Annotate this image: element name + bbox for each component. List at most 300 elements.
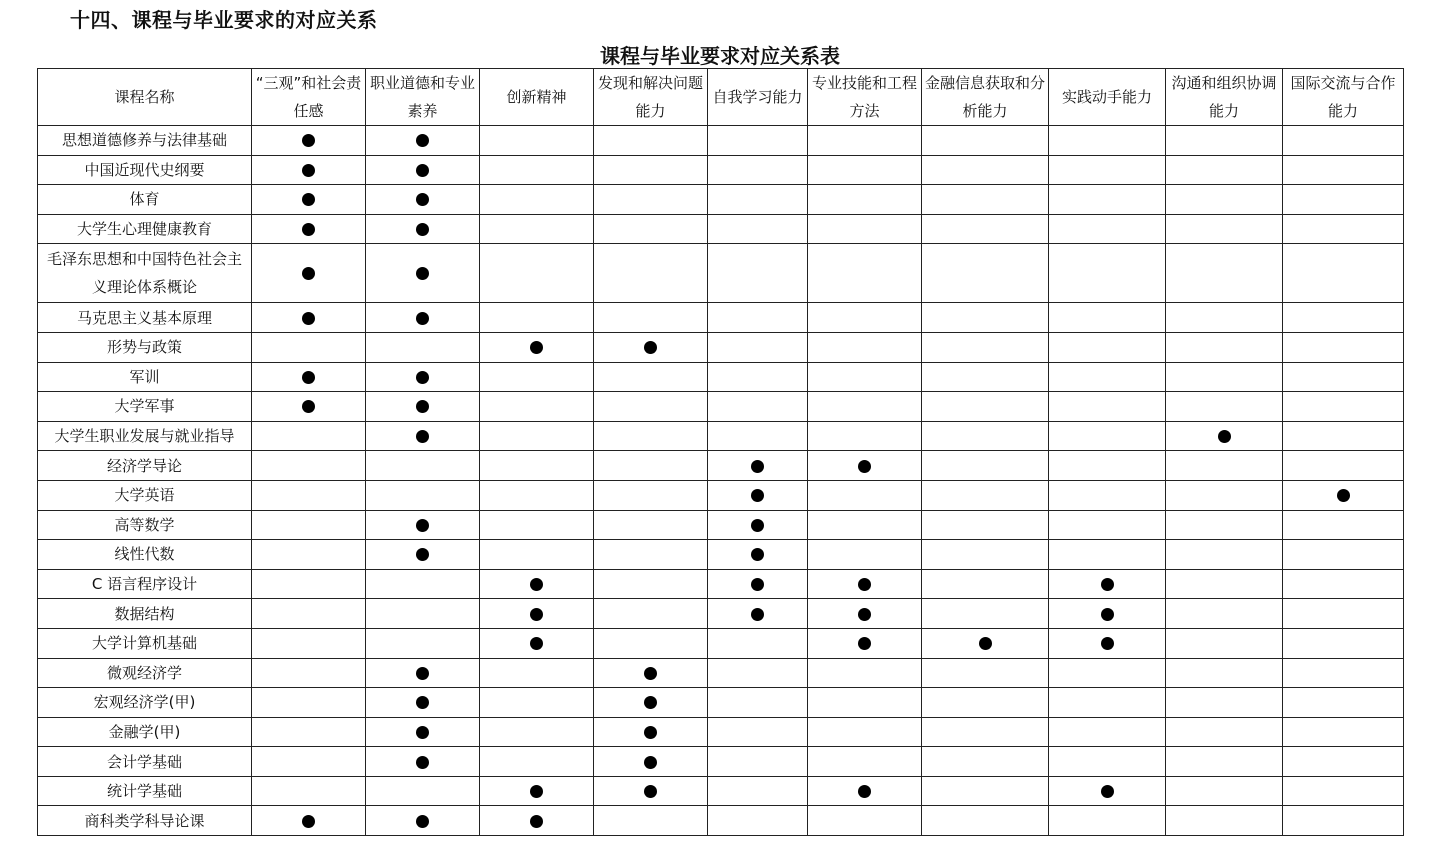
table-row — [38, 451, 1404, 481]
requirement-cell — [708, 510, 808, 540]
requirement-cell — [808, 451, 922, 481]
requirement-cell — [922, 155, 1049, 185]
requirement-cell — [594, 421, 708, 451]
requirement-cell — [808, 392, 922, 422]
table-row — [38, 214, 1404, 244]
table-row — [38, 658, 1404, 688]
requirement-cell — [1283, 747, 1404, 777]
requirement-cell — [1166, 599, 1283, 629]
requirement-cell — [366, 451, 480, 481]
requirement-cell — [480, 332, 594, 362]
requirement-cell — [1049, 214, 1166, 244]
requirement-cell — [594, 126, 708, 156]
requirement-cell — [1283, 185, 1404, 215]
requirement-cell — [1283, 244, 1404, 303]
requirement-cell — [1049, 244, 1166, 303]
requirement-cell — [1049, 510, 1166, 540]
requirement-cell — [480, 717, 594, 747]
requirement-cell — [594, 244, 708, 303]
requirement-cell — [252, 540, 366, 570]
requirement-cell — [922, 451, 1049, 481]
dot-icon — [644, 667, 657, 680]
requirement-cell — [922, 540, 1049, 570]
course-name-cell: C 语言程序设计 — [38, 569, 252, 599]
course-name-cell: 宏观经济学(甲) — [38, 688, 252, 718]
requirement-cell — [594, 214, 708, 244]
requirement-cell — [1166, 155, 1283, 185]
requirement-cell — [808, 688, 922, 718]
requirement-cell — [1049, 451, 1166, 481]
requirement-cell — [708, 421, 808, 451]
requirement-cell — [1166, 392, 1283, 422]
column-header-course-name: 课程名称 — [38, 69, 252, 126]
table-row — [38, 126, 1404, 156]
requirement-cell — [252, 155, 366, 185]
table-row — [38, 747, 1404, 777]
requirement-cell — [366, 332, 480, 362]
dot-icon — [302, 400, 315, 413]
requirement-cell — [1166, 421, 1283, 451]
requirement-cell — [808, 776, 922, 806]
requirement-cell — [366, 244, 480, 303]
requirement-cell — [252, 451, 366, 481]
dot-icon — [1337, 489, 1350, 502]
requirement-cell — [594, 155, 708, 185]
dot-icon — [751, 489, 764, 502]
requirement-cell — [1166, 688, 1283, 718]
requirement-cell — [480, 806, 594, 836]
requirement-cell — [252, 806, 366, 836]
dot-icon — [1101, 608, 1114, 621]
course-name-cell: 线性代数 — [38, 540, 252, 570]
requirement-cell — [1166, 362, 1283, 392]
requirement-cell — [480, 185, 594, 215]
table-row — [38, 303, 1404, 333]
requirement-cell — [252, 747, 366, 777]
requirement-cell — [1283, 332, 1404, 362]
requirement-cell — [1049, 658, 1166, 688]
course-name-cell: 数据结构 — [38, 599, 252, 629]
dot-icon — [416, 267, 429, 280]
dot-icon — [1101, 578, 1114, 591]
table-row — [38, 392, 1404, 422]
requirement-cell — [594, 747, 708, 777]
requirement-cell — [922, 303, 1049, 333]
requirement-cell — [922, 244, 1049, 303]
requirement-cell — [808, 599, 922, 629]
requirement-cell — [366, 303, 480, 333]
requirement-cell — [594, 332, 708, 362]
requirement-cell — [480, 155, 594, 185]
requirement-cell — [1166, 658, 1283, 688]
dot-icon — [858, 460, 871, 473]
dot-icon — [416, 430, 429, 443]
course-name-cell: 微观经济学 — [38, 658, 252, 688]
requirement-cell — [922, 747, 1049, 777]
table-row — [38, 480, 1404, 510]
requirement-cell — [922, 126, 1049, 156]
column-header-requirement: 实践动手能力 — [1049, 69, 1166, 126]
requirement-cell — [252, 776, 366, 806]
course-name-cell: 金融学(甲) — [38, 717, 252, 747]
requirement-cell — [1283, 599, 1404, 629]
course-name-cell: 思想道德修养与法律基础 — [38, 126, 252, 156]
requirement-cell — [708, 747, 808, 777]
requirement-cell — [366, 658, 480, 688]
requirement-cell — [922, 688, 1049, 718]
requirement-cell — [366, 214, 480, 244]
requirement-cell — [366, 421, 480, 451]
course-name-cell: 经济学导论 — [38, 451, 252, 481]
dot-icon — [416, 134, 429, 147]
dot-icon — [858, 785, 871, 798]
requirement-cell — [480, 628, 594, 658]
requirement-cell — [808, 747, 922, 777]
requirement-cell — [922, 510, 1049, 540]
column-header-requirement: 国际交流与合作能力 — [1283, 69, 1404, 126]
dot-icon — [530, 815, 543, 828]
requirement-cell — [252, 362, 366, 392]
dot-icon — [1218, 430, 1231, 443]
requirement-cell — [1283, 688, 1404, 718]
requirement-cell — [922, 569, 1049, 599]
requirement-cell — [708, 688, 808, 718]
dot-icon — [416, 371, 429, 384]
table-row — [38, 569, 1404, 599]
requirement-cell — [252, 658, 366, 688]
requirement-cell — [1283, 451, 1404, 481]
table-row — [38, 628, 1404, 658]
requirement-cell — [1283, 480, 1404, 510]
requirement-cell — [708, 658, 808, 688]
requirement-cell — [1166, 214, 1283, 244]
requirement-cell — [1166, 185, 1283, 215]
requirement-cell — [1283, 806, 1404, 836]
dot-icon — [644, 785, 657, 798]
requirement-cell — [1283, 362, 1404, 392]
requirement-cell — [808, 480, 922, 510]
requirement-cell — [366, 806, 480, 836]
requirement-cell — [808, 510, 922, 540]
requirement-cell — [366, 776, 480, 806]
table-title: 课程与毕业要求对应关系表 — [600, 44, 840, 68]
table-row — [38, 776, 1404, 806]
requirement-cell — [1049, 540, 1166, 570]
course-name-cell: 马克思主义基本原理 — [38, 303, 252, 333]
requirement-cell — [480, 244, 594, 303]
requirement-cell — [594, 658, 708, 688]
dot-icon — [302, 164, 315, 177]
requirement-cell — [808, 569, 922, 599]
requirement-cell — [252, 569, 366, 599]
requirement-cell — [1283, 421, 1404, 451]
requirement-cell — [808, 806, 922, 836]
requirement-cell — [366, 510, 480, 540]
requirement-cell — [1049, 806, 1166, 836]
requirement-cell — [708, 244, 808, 303]
requirement-cell — [1166, 510, 1283, 540]
requirement-cell — [1283, 126, 1404, 156]
requirement-cell — [1049, 303, 1166, 333]
dot-icon — [1101, 785, 1114, 798]
table-row — [38, 717, 1404, 747]
requirement-cell — [480, 540, 594, 570]
requirement-cell — [808, 658, 922, 688]
dot-icon — [302, 267, 315, 280]
dot-icon — [416, 223, 429, 236]
requirement-cell — [480, 688, 594, 718]
requirement-cell — [1166, 451, 1283, 481]
requirement-cell — [808, 628, 922, 658]
requirement-cell — [1049, 155, 1166, 185]
requirement-cell — [708, 806, 808, 836]
requirement-cell — [366, 688, 480, 718]
requirement-cell — [594, 628, 708, 658]
requirement-cell — [708, 540, 808, 570]
requirement-cell — [252, 480, 366, 510]
requirement-cell — [252, 688, 366, 718]
course-name-cell: 高等数学 — [38, 510, 252, 540]
requirement-cell — [1166, 717, 1283, 747]
dot-icon — [530, 578, 543, 591]
requirement-cell — [366, 480, 480, 510]
requirement-cell — [708, 628, 808, 658]
requirement-cell — [1166, 628, 1283, 658]
requirement-cell — [808, 214, 922, 244]
requirement-cell — [1049, 332, 1166, 362]
dot-icon — [302, 371, 315, 384]
requirement-cell — [1166, 747, 1283, 777]
table-row — [38, 421, 1404, 451]
dot-icon — [644, 341, 657, 354]
requirement-cell — [252, 244, 366, 303]
requirement-cell — [366, 717, 480, 747]
course-name-cell: 大学军事 — [38, 392, 252, 422]
table-row — [38, 599, 1404, 629]
requirement-cell — [808, 185, 922, 215]
requirement-cell — [708, 185, 808, 215]
table-row — [38, 155, 1404, 185]
requirement-cell — [1283, 776, 1404, 806]
requirement-cell — [808, 362, 922, 392]
dot-icon — [858, 637, 871, 650]
table-row — [38, 185, 1404, 215]
dot-icon — [644, 756, 657, 769]
requirement-cell — [480, 392, 594, 422]
requirement-cell — [708, 155, 808, 185]
requirement-cell — [1049, 599, 1166, 629]
requirement-cell — [708, 776, 808, 806]
dot-icon — [858, 578, 871, 591]
dot-icon — [416, 164, 429, 177]
requirement-cell — [922, 628, 1049, 658]
requirement-cell — [1283, 155, 1404, 185]
dot-icon — [751, 460, 764, 473]
dot-icon — [530, 341, 543, 354]
requirement-cell — [480, 658, 594, 688]
course-name-cell: 大学生心理健康教育 — [38, 214, 252, 244]
requirement-cell — [252, 332, 366, 362]
header-row — [38, 69, 1404, 126]
requirement-cell — [252, 628, 366, 658]
course-name-cell: 大学生职业发展与就业指导 — [38, 421, 252, 451]
requirement-cell — [480, 421, 594, 451]
requirement-cell — [808, 126, 922, 156]
requirement-cell — [1049, 421, 1166, 451]
requirement-cell — [594, 362, 708, 392]
requirement-cell — [480, 480, 594, 510]
requirement-cell — [922, 776, 1049, 806]
requirement-cell — [366, 126, 480, 156]
requirement-cell — [1166, 244, 1283, 303]
requirement-cell — [1166, 332, 1283, 362]
requirement-cell — [808, 332, 922, 362]
requirement-cell — [1166, 806, 1283, 836]
course-name-cell: 大学英语 — [38, 480, 252, 510]
dot-icon — [530, 608, 543, 621]
requirement-cell — [594, 303, 708, 333]
dot-icon — [751, 608, 764, 621]
dot-icon — [751, 578, 764, 591]
requirement-cell — [922, 806, 1049, 836]
requirement-cell — [1283, 569, 1404, 599]
requirement-cell — [366, 540, 480, 570]
requirement-cell — [594, 599, 708, 629]
dot-icon — [979, 637, 992, 650]
requirement-cell — [366, 599, 480, 629]
dot-icon — [530, 637, 543, 650]
dot-icon — [530, 785, 543, 798]
requirement-cell — [480, 599, 594, 629]
requirement-cell — [922, 421, 1049, 451]
requirement-cell — [252, 392, 366, 422]
requirement-cell — [708, 599, 808, 629]
table-row — [38, 510, 1404, 540]
dot-icon — [302, 223, 315, 236]
dot-icon — [416, 815, 429, 828]
requirement-cell — [252, 510, 366, 540]
requirement-cell — [480, 451, 594, 481]
requirement-cell — [808, 540, 922, 570]
requirement-cell — [808, 421, 922, 451]
requirement-cell — [808, 244, 922, 303]
requirement-cell — [594, 776, 708, 806]
requirement-cell — [708, 303, 808, 333]
course-name-cell: 大学计算机基础 — [38, 628, 252, 658]
requirement-cell — [1166, 126, 1283, 156]
dot-icon — [416, 312, 429, 325]
requirement-cell — [1049, 480, 1166, 510]
column-header-requirement: 专业技能和工程方法 — [808, 69, 922, 126]
requirement-cell — [922, 480, 1049, 510]
table-row — [38, 362, 1404, 392]
dot-icon — [644, 726, 657, 739]
requirement-cell — [1283, 510, 1404, 540]
requirement-cell — [366, 747, 480, 777]
column-header-requirement: “三观”和社会责任感 — [252, 69, 366, 126]
requirement-cell — [480, 214, 594, 244]
requirement-cell — [480, 569, 594, 599]
requirement-cell — [708, 392, 808, 422]
requirement-cell — [366, 392, 480, 422]
requirement-cell — [594, 510, 708, 540]
dot-icon — [644, 696, 657, 709]
table-body — [38, 126, 1404, 836]
course-name-cell: 中国近现代史纲要 — [38, 155, 252, 185]
requirement-cell — [922, 392, 1049, 422]
requirement-cell — [1049, 362, 1166, 392]
dot-icon — [416, 519, 429, 532]
requirement-cell — [252, 126, 366, 156]
table-row — [38, 688, 1404, 718]
requirement-cell — [1166, 776, 1283, 806]
requirement-cell — [252, 303, 366, 333]
requirement-cell — [1049, 569, 1166, 599]
dot-icon — [416, 696, 429, 709]
requirement-cell — [708, 126, 808, 156]
requirement-cell — [922, 362, 1049, 392]
requirement-cell — [808, 303, 922, 333]
requirement-cell — [1049, 717, 1166, 747]
dot-icon — [858, 608, 871, 621]
course-name-cell: 形势与政策 — [38, 332, 252, 362]
column-header-requirement: 自我学习能力 — [708, 69, 808, 126]
requirement-cell — [1166, 540, 1283, 570]
column-header-requirement: 沟通和组织协调能力 — [1166, 69, 1283, 126]
requirement-cell — [480, 362, 594, 392]
column-header-requirement: 职业道德和专业素养 — [366, 69, 480, 126]
requirement-cell — [922, 599, 1049, 629]
dot-icon — [751, 519, 764, 532]
course-name-cell: 军训 — [38, 362, 252, 392]
dot-icon — [416, 756, 429, 769]
dot-icon — [302, 312, 315, 325]
requirement-cell — [594, 806, 708, 836]
requirement-cell — [1283, 540, 1404, 570]
requirement-cell — [594, 688, 708, 718]
dot-icon — [302, 815, 315, 828]
course-name-cell: 会计学基础 — [38, 747, 252, 777]
requirement-cell — [480, 303, 594, 333]
requirement-cell — [922, 717, 1049, 747]
course-requirements-table — [37, 68, 1404, 836]
requirement-cell — [252, 214, 366, 244]
requirement-cell — [366, 362, 480, 392]
requirement-cell — [922, 332, 1049, 362]
requirement-cell — [1049, 688, 1166, 718]
requirement-cell — [808, 155, 922, 185]
requirement-cell — [708, 362, 808, 392]
dot-icon — [416, 667, 429, 680]
requirement-cell — [1049, 628, 1166, 658]
dot-icon — [302, 193, 315, 206]
dot-icon — [416, 400, 429, 413]
dot-icon — [302, 134, 315, 147]
requirement-cell — [480, 747, 594, 777]
requirement-cell — [1049, 392, 1166, 422]
requirement-cell — [1166, 569, 1283, 599]
column-header-requirement: 创新精神 — [480, 69, 594, 126]
requirement-cell — [594, 717, 708, 747]
section-heading: 十四、课程与毕业要求的对应关系 — [70, 8, 378, 32]
requirement-cell — [708, 480, 808, 510]
course-name-cell: 体育 — [38, 185, 252, 215]
requirement-cell — [1166, 303, 1283, 333]
requirement-cell — [252, 421, 366, 451]
requirement-cell — [808, 717, 922, 747]
requirement-cell — [1049, 776, 1166, 806]
requirement-cell — [1049, 747, 1166, 777]
